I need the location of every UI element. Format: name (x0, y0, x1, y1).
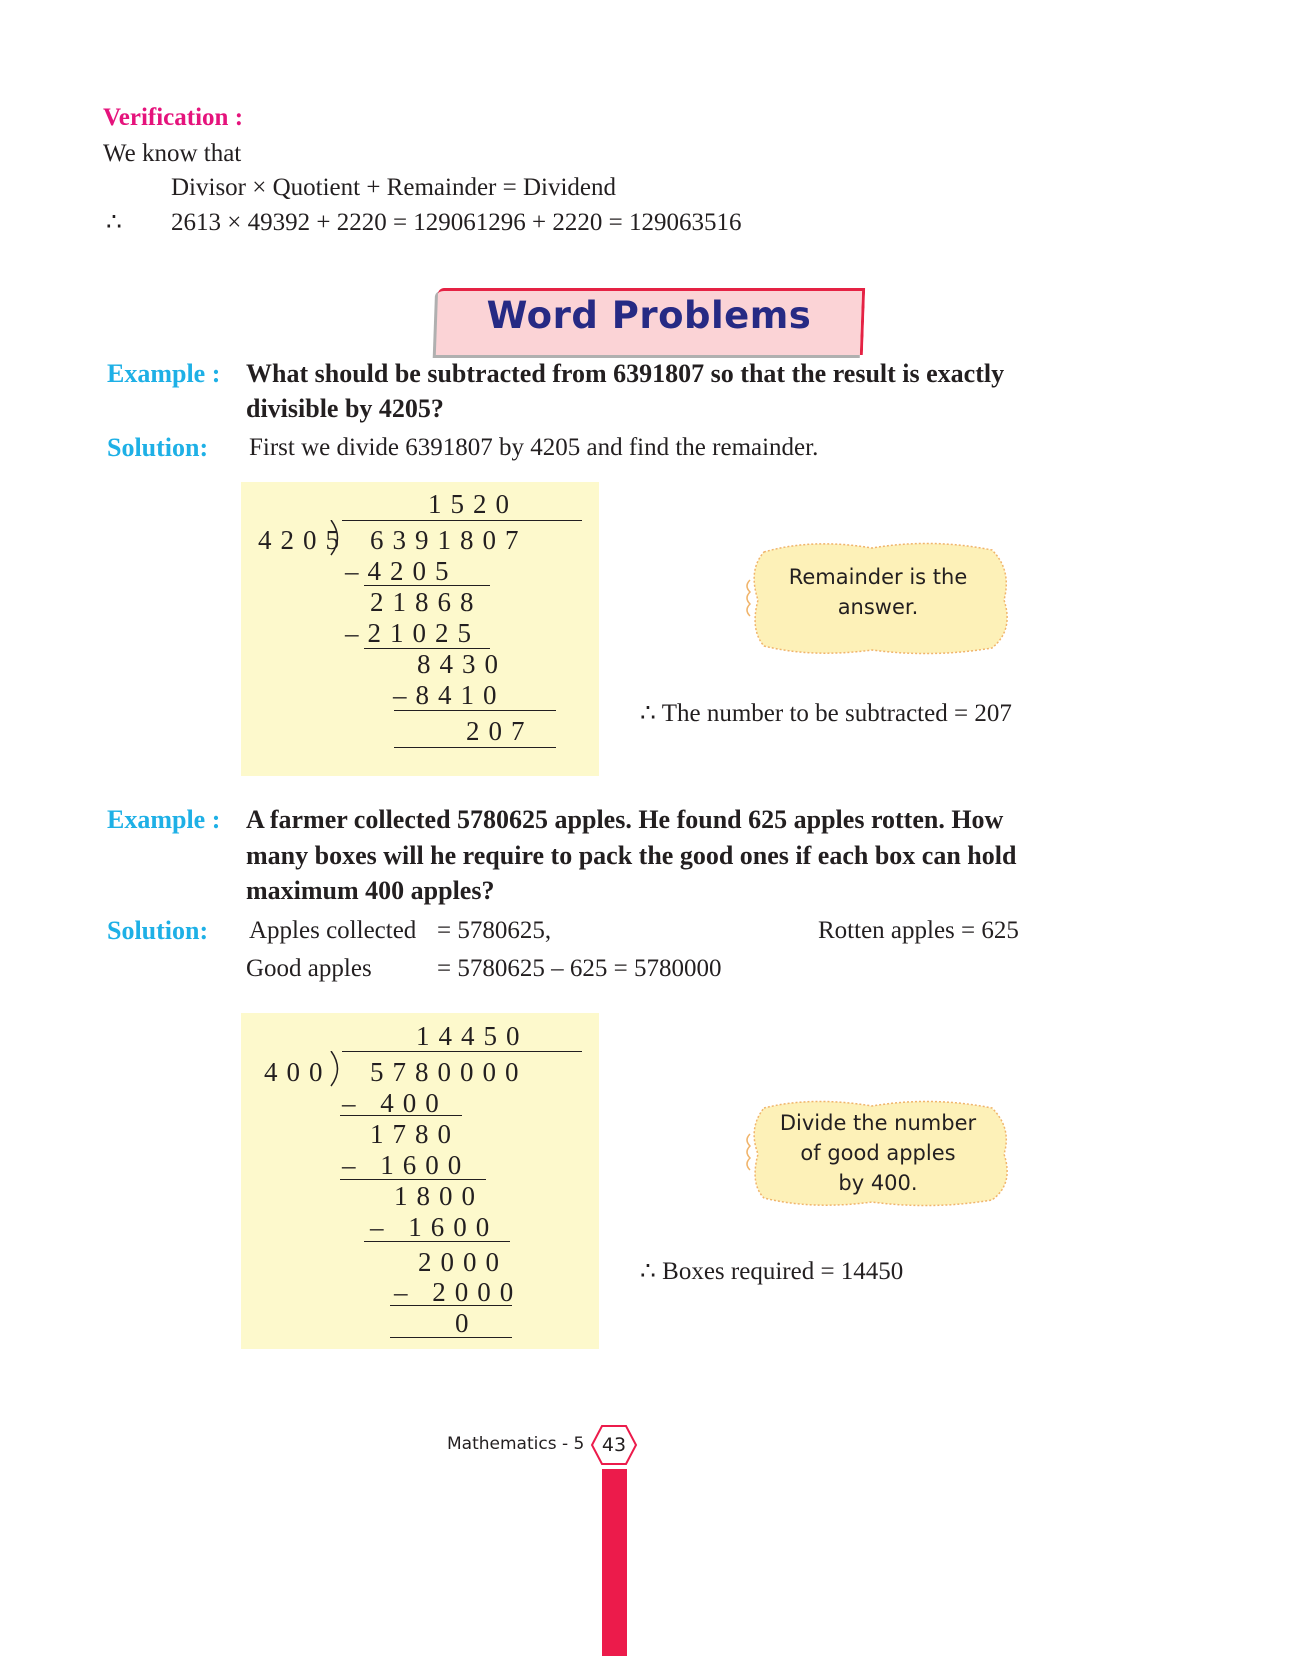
divisor: 4205 (258, 525, 348, 555)
step-remainder-1: 21868 (370, 587, 483, 617)
example1-solution-label: Solution: (107, 433, 209, 462)
step-remainder-2: 8430 (417, 649, 507, 679)
example2-question-line3: maximum 400 apples? (246, 876, 495, 905)
note-2-line2: of good apples (800, 1141, 956, 1165)
note-1-line2: answer. (837, 595, 919, 619)
verification-formula: Divisor × Quotient + Remainder = Dividend (171, 174, 617, 201)
step-line (340, 1115, 462, 1116)
final-remainder: 207 (466, 716, 534, 746)
step-line (340, 1179, 486, 1180)
page-tab (602, 1469, 627, 1656)
step-remainder-3: 2000 (418, 1247, 508, 1277)
note-2-line1: Divide the number (779, 1111, 977, 1135)
final-remainder: 0 (455, 1308, 478, 1338)
page-number: 43 (601, 1434, 627, 1456)
step-remainder-2: 1800 (394, 1181, 484, 1211)
example2-question-line1: A farmer collected 5780625 apples. He found 625 apples rotten. How (246, 805, 1004, 834)
therefore-symbol: ∴ (106, 209, 122, 236)
step-line (364, 585, 490, 586)
dividend: 6391807 (370, 525, 528, 555)
step-remainder-1: 1780 (370, 1119, 460, 1149)
example1-result: ∴ The number to be subtracted = 207 (640, 700, 1012, 727)
quotient: 1520 (428, 489, 518, 519)
example2-label: Example : (107, 805, 221, 834)
quotient: 14450 (416, 1021, 529, 1051)
division-bar (342, 520, 582, 521)
step-subtract-3: –8410 (393, 680, 506, 710)
note-2-line3: by 400. (838, 1171, 918, 1195)
step-line (390, 1305, 512, 1306)
step-line (390, 1337, 512, 1338)
division-bar (342, 1051, 582, 1052)
good-label: Good apples (246, 955, 372, 982)
example1-label: Example : (107, 359, 221, 388)
step-subtract-3: – 1600 (370, 1212, 499, 1242)
example2-question-line2: many boxes will he require to pack the good ones if each box can hold (246, 841, 1017, 870)
step-subtract-1: – 400 (342, 1088, 448, 1118)
division-bracket (328, 1051, 346, 1087)
example1-question-line1: What should be subtracted from 6391807 so that the result is exactly (246, 359, 1005, 388)
verification-calc: 2613 × 49392 + 2220 = 129061296 + 2220 = 129063516 (171, 209, 742, 236)
rotten-apples: Rotten apples = 625 (818, 917, 1019, 944)
example2-solution-label: Solution: (107, 916, 209, 945)
verification-intro: We know that (103, 140, 242, 167)
step-subtract-1: –4205 (345, 556, 458, 586)
step-line (364, 1241, 510, 1242)
step-subtract-4: – 2000 (394, 1277, 523, 1307)
banner-title: Word Problems (486, 294, 812, 337)
step-line (394, 747, 556, 748)
step-subtract-2: – 1600 (342, 1150, 471, 1180)
divisor: 400 (264, 1057, 332, 1087)
example1-solution-text: First we divide 6391807 by 4205 and find the remainder. (249, 434, 819, 461)
note-1-line1: Remainder is the (788, 565, 968, 589)
example1-question-line2: divisible by 4205? (246, 394, 444, 423)
verification-heading: Verification : (103, 104, 244, 131)
dividend: 5780000 (370, 1057, 528, 1087)
step-subtract-2: –21025 (345, 618, 480, 648)
step-line (394, 710, 556, 711)
collected-value: = 5780625, (437, 917, 552, 944)
example2-result: ∴ Boxes required = 14450 (640, 1258, 904, 1285)
good-value: = 5780625 – 625 = 5780000 (437, 955, 722, 982)
collected-label: Apples collected (249, 917, 417, 944)
division-bracket (328, 520, 346, 556)
footer-subject: Mathematics - 5 (447, 1434, 585, 1454)
